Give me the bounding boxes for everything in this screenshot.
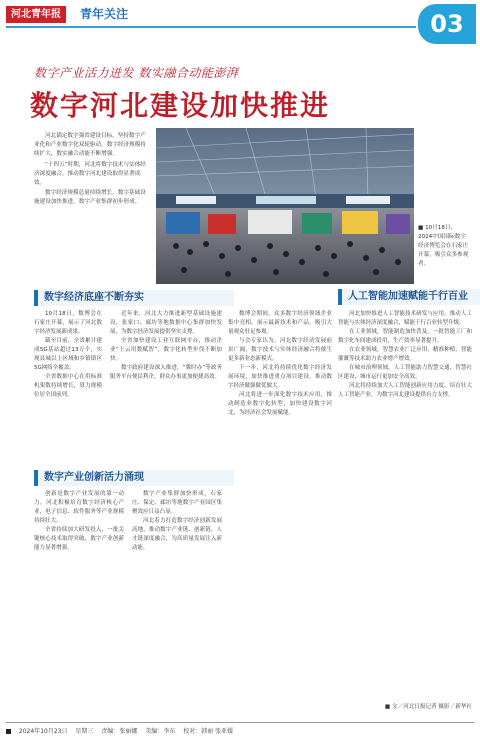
article-paragraph: 10月18日，数博会在石家庄开幕，展示了河北数字经济发展新成果。 (34, 311, 102, 335)
article-paragraph: 河北着力打造数字经济创新发展高地，推动数字产业链、创新链、人才链深度融合，为高质量发展注入新动能。 (132, 518, 222, 551)
intro-paragraph: 数字经济规模总量持续增长，数字基础设施建设加快推进，数字产业集群初步形成。 (34, 190, 146, 206)
section-title: 青年关注 (80, 7, 129, 21)
square-mark-icon (6, 729, 11, 734)
article-column (132, 490, 222, 553)
article-column (228, 310, 332, 418)
footer-editor: 责编：张丽娜 (101, 728, 138, 735)
article-paragraph: 创新是数字产业发展的第一动力。河北积极培育数字经济核心产业，电子信息、软件服务等产业规模持续壮大。 (34, 491, 124, 524)
article-paragraph: 全省持续加大研发投入，一批关键核心技术取得突破，数字产业创新能力显著增强。 (34, 527, 124, 551)
photo-caption: ■ 10月18日，2024中国国际数字经济博览会在石家庄开幕，吸引众多参观者。 (418, 225, 469, 267)
footer-date: 2024年10月23日 (18, 728, 68, 735)
masthead-logo: 河北青年报 (6, 6, 66, 23)
article-paragraph: 与会专家认为，河北数字经济发展前景广阔，数字技术与实体经济融合将催生更多新业态新模式。 (228, 338, 332, 362)
article-paragraph: 下一步，河北将持续优化数字经济发展环境，加快推进重点项目建设，推动数字经济做强做优做大。 (228, 365, 332, 389)
article-paragraph: 全省加快建设工业互联网平台，推动企业“上云用数赋智”，数字化转型步伐不断加快。 (110, 338, 222, 362)
footer-weekday: 星期三 (75, 728, 94, 735)
header-rule (6, 26, 416, 28)
article-paragraph: 在农业领域，智慧农业广泛应用，精准种植、智能灌溉等技术助力农业增产增效。 (338, 347, 472, 362)
intro-paragraph: 河北锚定数字强省建设目标，坚持数字产业化和产业数字化双轮驱动，数字经济规模持续扩大，数实融合动能不断增强。 (34, 133, 146, 158)
article-paragraph: 数字产业集群加快形成，石家庄、保定、廊坊等地数字产业园区集聚效应日益凸显。 (132, 491, 222, 515)
expo-hall-illustration (156, 128, 414, 284)
article-paragraph: 河北加快推进人工智能技术研发与应用，推动人工智能与实体经济深度融合，赋能千行百业转型升级。 (338, 311, 472, 326)
article-paragraph: 河北将持续加大人工智能创新应用力度，培育壮大人工智能产业，为数字河北建设提供有力支撑。 (338, 383, 472, 398)
footer-proofreader: 校对：韩丽 张亚媛 (183, 728, 234, 735)
expo-hall-photo (156, 128, 414, 284)
section-heading-innovation: 数字产业创新活力涌现 (34, 470, 234, 486)
article-column (34, 490, 124, 553)
article-paragraph: 在工业领域，智能制造加快普及，一批智能工厂和数字化车间建成投用，生产效率显著提升。 (338, 329, 472, 344)
page-number-badge: 03 (418, 4, 476, 44)
article-paragraph: 在城市治理领域，人工智能助力智慧交通、智慧社区建设，城市运行更加安全高效。 (338, 365, 472, 380)
article-paragraph: 河北将进一步深化数字技术应用，推动制造业数字化转型，加快建设数字河北，为经济社会发展赋能。 (228, 392, 332, 416)
section-heading-ai: 人工智能加速赋能千行百业 (338, 289, 480, 305)
article-paragraph: 近年来，河北大力推进新型基础设施建设，张家口、廊坊等地数据中心集群加快发展，为数字经济发展提供坚实支撑。 (110, 311, 222, 335)
intro-column (34, 132, 150, 209)
headline-title: 数字河北建设加快推进 (30, 89, 331, 122)
footer-bar (6, 726, 474, 735)
headline-subtitle: 数字产业活力迸发 数实融合动能澎湃 (34, 66, 239, 80)
article-paragraph: 数字政府建设深入推进，“冀时办”等政务服务平台便民利企，群众办事更加便捷高效。 (110, 365, 222, 380)
section-heading-foundation: 数字经济底座不断夯实 (34, 290, 234, 306)
article-paragraph: 截至目前，全省累计建成5G基站超过13万个，实现县城以上区域和乡镇镇区5G网络全覆盖。 (34, 338, 102, 371)
article-column (110, 310, 222, 382)
footer-designer: 美编：李东 (145, 728, 176, 735)
article-column (338, 310, 472, 400)
intro-paragraph: “十四五”时期，河北将数字技术与实体经济深度融合，推动数字河北建设取得显著成效。 (34, 161, 146, 187)
byline: ■ 文／河北日报记者 摄影／新华社 (384, 704, 472, 710)
article-column (34, 310, 102, 400)
article-paragraph: 数博会期间，众多数字经济领域企业集中亮相，展示最新技术和产品，吸引大量观众驻足参观。 (228, 311, 332, 335)
footer-rule (6, 722, 474, 723)
article-paragraph: 全省数据中心在用标准机架数持续增长，算力规模位居全国前列。 (34, 374, 102, 398)
